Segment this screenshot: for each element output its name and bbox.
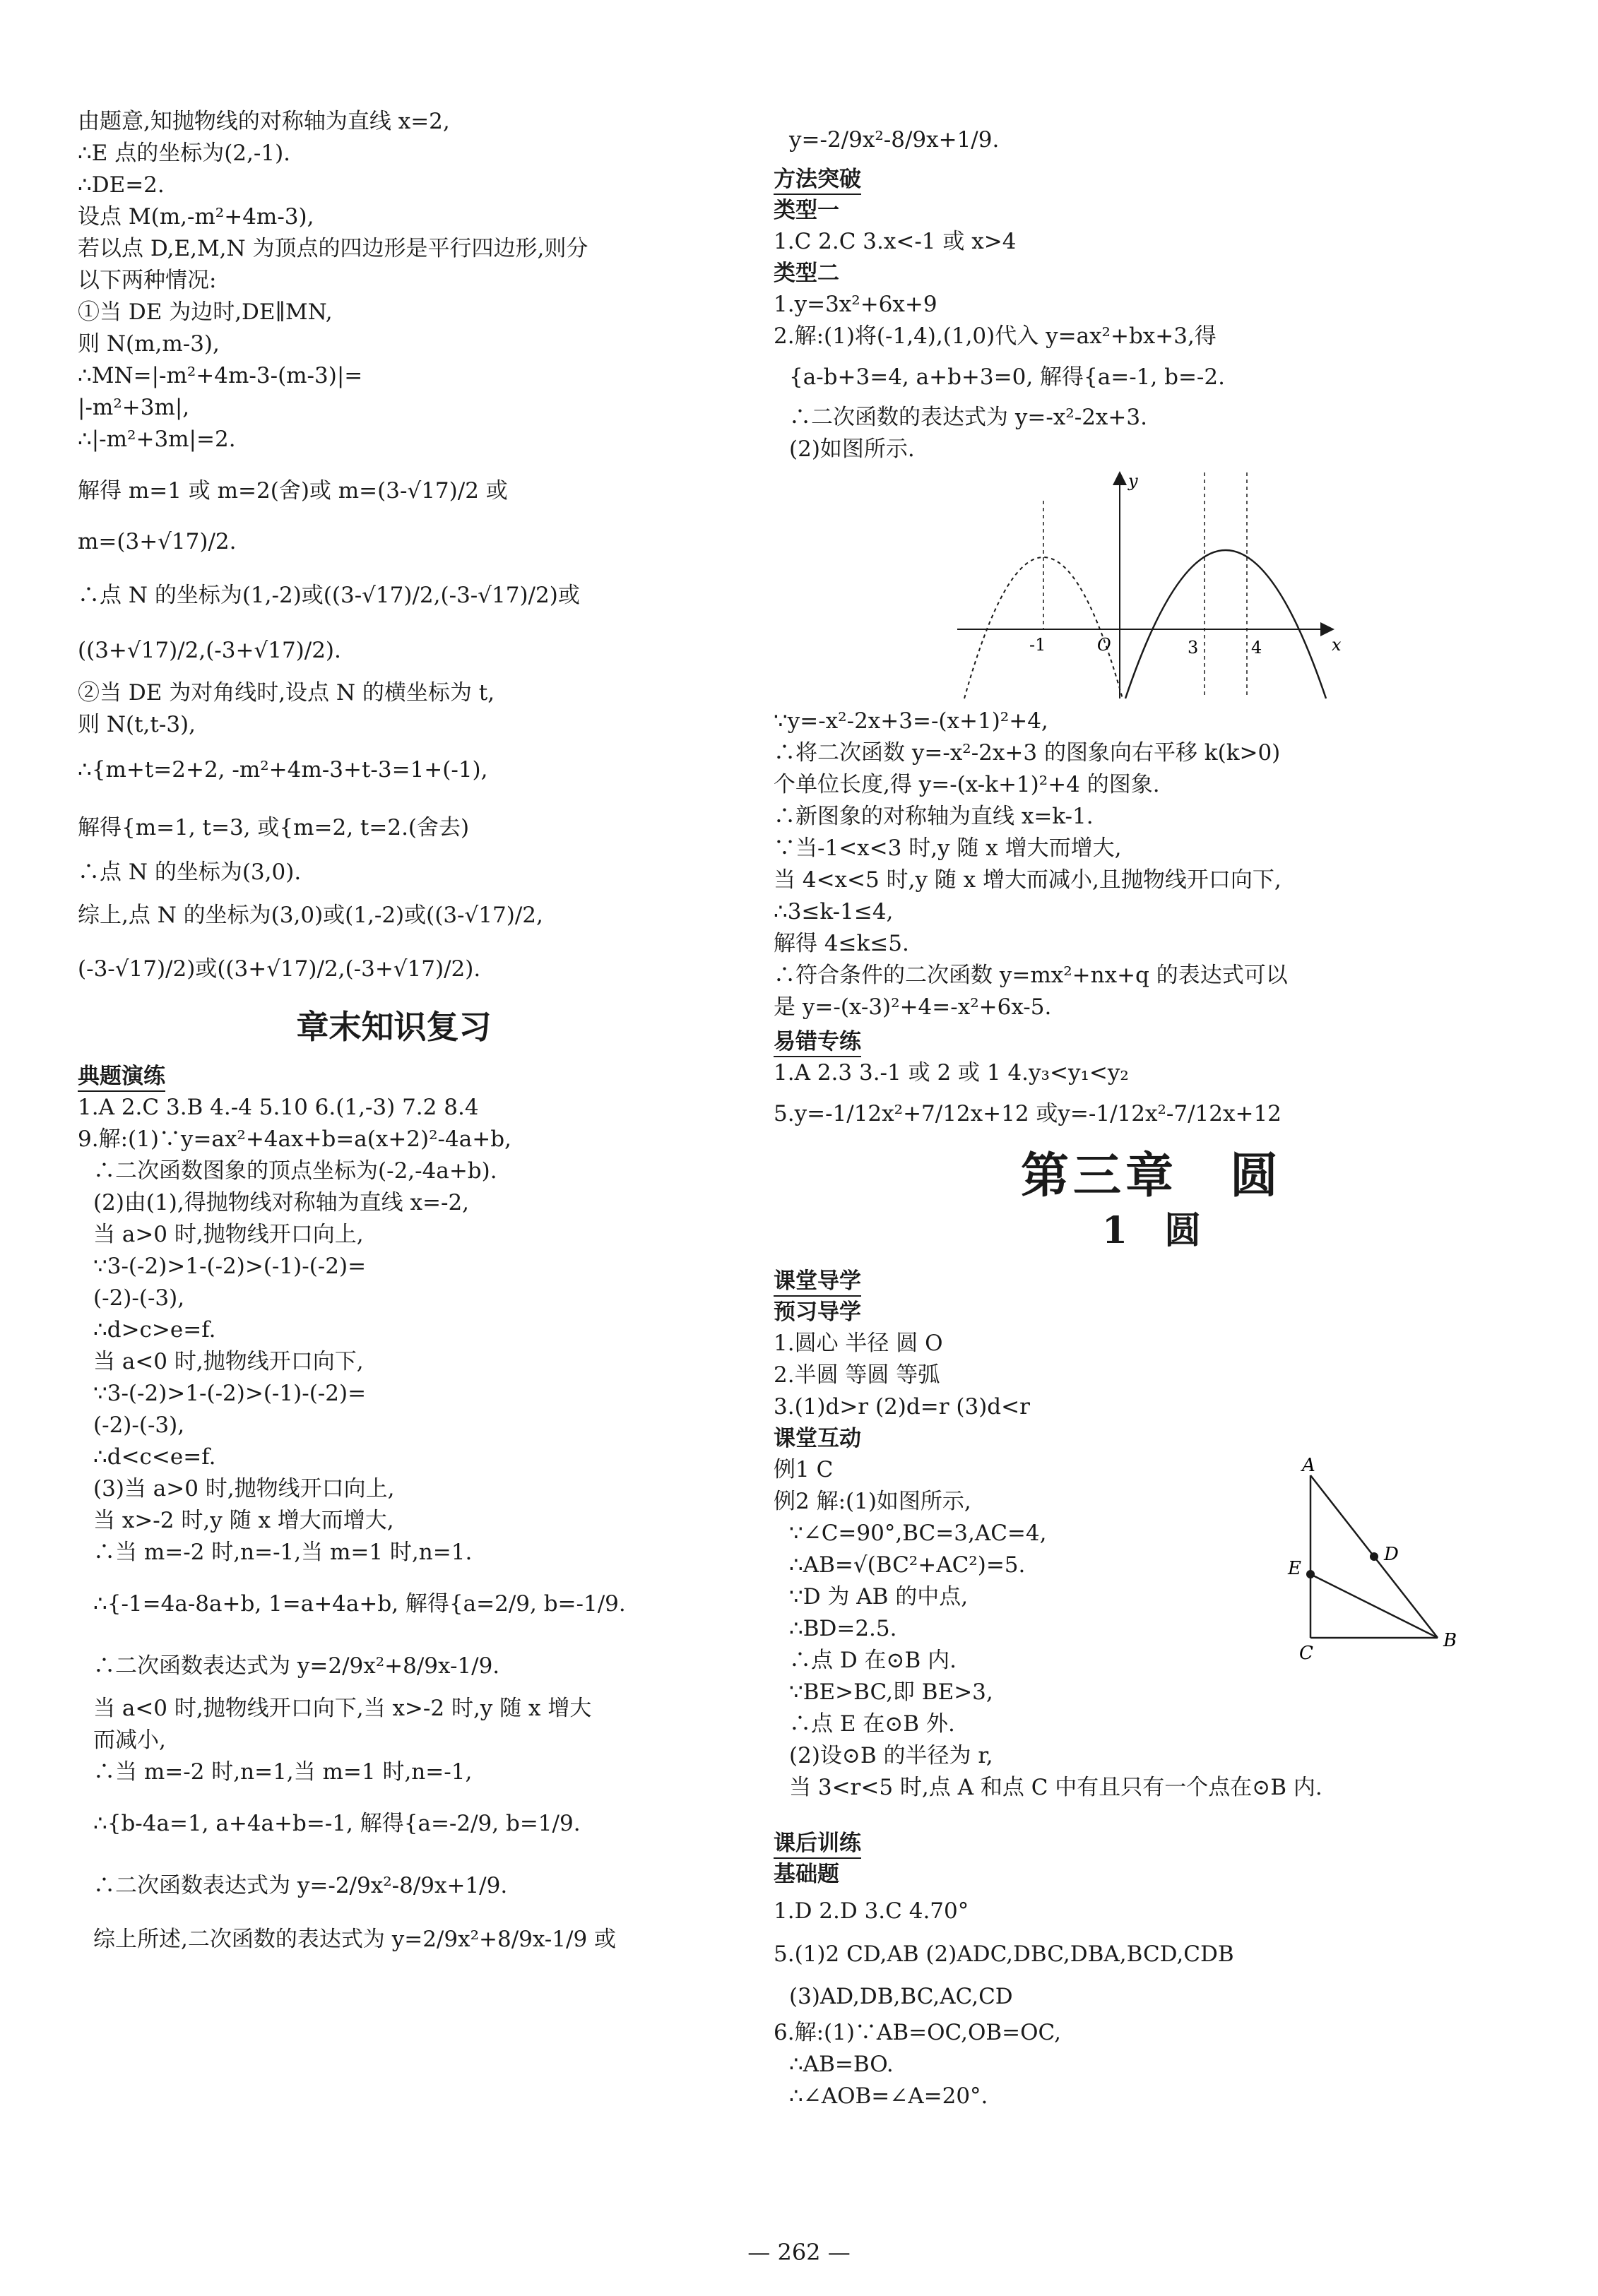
text-line: 2.解:(1)将(-1,4),(1,0)代入 y=ax²+bx+3,得 (774, 323, 1217, 349)
text-line: ∴新图象的对称轴为直线 x=k-1. (774, 804, 1094, 829)
tick-label-minus1: -1 (1029, 635, 1046, 655)
answer-line: 3.(1)d>r (2)d=r (3)d<r (774, 1394, 1030, 1420)
text-line: ∵当-1<x<3 时,y 随 x 增大而增大, (774, 835, 1122, 861)
text-line: 当 4<x<5 时,y 随 x 增大而减小,且抛物线开口向下, (774, 867, 1282, 893)
segment-eb (1310, 1574, 1438, 1638)
page-number: — 262 — (747, 2239, 851, 2266)
text-line: ∵y=-x²-2x+3=-(x+1)²+4, (774, 708, 1048, 734)
text-line: ∴二次函数的表达式为 y=-x²-2x+3. (789, 405, 1147, 430)
text-line: 当 x>-2 时,y 随 x 增大而增大, (93, 1508, 394, 1533)
text-line: (-2)-(-3), (93, 1412, 185, 1438)
example-block (774, 1454, 1529, 1804)
text-line: ∴{b-4a=1, a+4a+b=-1, 解得{a=-2/9, b=1/9. (93, 1811, 581, 1836)
label-d: D (1384, 1544, 1399, 1565)
text-line: ∴BD=2.5. (789, 1616, 897, 1641)
text-line: (-3-√17)/2)或((3+√17)/2,(-3+√17)/2). (78, 956, 481, 982)
text-line: ∴E 点的坐标为(2,-1). (78, 141, 291, 166)
text-line: ∴|-m²+3m|=2. (78, 427, 236, 452)
text-line: ∴∠AOB=∠A=20°. (789, 2083, 988, 2109)
text-line: ∴{-1=4a-8a+b, 1=a+4a+b, 解得{a=2/9, b=-1/9. (93, 1591, 626, 1617)
parabola-graph (950, 465, 1346, 706)
section-header-after-class: 课后训练 (774, 1829, 861, 1859)
label-e: E (1288, 1558, 1301, 1579)
text-line: (-2)-(-3), (93, 1285, 185, 1311)
text-line: ∴点 E 在⊙B 外. (789, 1711, 955, 1737)
section-header-class-guide: 课堂导学 (774, 1267, 861, 1297)
text-line: 以下两种情况: (78, 268, 217, 293)
text-line: ∵3-(-2)>1-(-2)>(-1)-(-2)= (93, 1381, 367, 1406)
answer-line: 1.D 2.D 3.C 4.70° (774, 1898, 969, 1924)
text-line: ∴二次函数表达式为 y=2/9x²+8/9x-1/9. (93, 1653, 500, 1679)
text-line: ∴AB=√(BC²+AC²)=5. (789, 1552, 1026, 1578)
text-line: 当 a<0 时,抛物线开口向下,当 x>-2 时,y 随 x 增大 (93, 1696, 592, 1721)
answer-line: 5.y=-1/12x²+7/12x+12 或y=-1/12x²-7/12x+12 (774, 1101, 1282, 1126)
text-line: ((3+√17)/2,(-3+√17)/2). (78, 638, 341, 663)
text-line: ∴d>c>e=f. (93, 1317, 216, 1343)
text-line: ∴点 N 的坐标为(3,0). (78, 859, 302, 885)
y-axis-label: y (1128, 471, 1138, 491)
right-column (774, 119, 1529, 2112)
text-line: ∴{m+t=2+2, -m²+4m-3+t-3=1+(-1), (78, 757, 488, 783)
text-line: |-m²+3m|, (78, 395, 190, 420)
text-line: ∴点 N 的坐标为(1,-2)或((3-√17)/2,(-3-√17)/2)或 (78, 583, 580, 608)
answer-line: 1.C 2.C 3.x<-1 或 x>4 (774, 229, 1017, 254)
text-line: 9.解:(1)∵y=ax²+4ax+b=a(x+2)²-4a+b, (78, 1126, 511, 1152)
text-line: {a-b+3=4, a+b+3=0, 解得{a=-1, b=-2. (789, 364, 1225, 390)
text-line: ∴3≤k-1≤4, (774, 899, 894, 924)
text-line: 解得 m=1 或 m=2(舍)或 m=(3-√17)/2 或 (78, 478, 508, 504)
text-line: 当 a>0 时,抛物线开口向上, (93, 1222, 364, 1247)
text-line: ∴d<c<e=f. (93, 1444, 216, 1470)
subheader-interact: 课堂互动 (774, 1426, 861, 1451)
section-title: 1 圆 (1101, 1209, 1202, 1252)
text-line: ∵BE>BC,即 BE>3, (789, 1679, 993, 1705)
answer-line: 1.A 2.C 3.B 4.-4 5.10 6.(1,-3) 7.2 8.4 (78, 1095, 479, 1120)
answer-line: 1.圆心 半径 圆 O (774, 1331, 943, 1356)
text-line: (2)如图所示. (789, 436, 915, 462)
text-line: 例2 解:(1)如图所示, (774, 1489, 971, 1514)
subheader-type1: 类型一 (774, 198, 839, 223)
text-line: 是 y=-(x-3)²+4=-x²+6x-5. (774, 994, 1052, 1020)
text-line: 由题意,知抛物线的对称轴为直线 x=2, (78, 109, 450, 134)
text-line: 若以点 D,E,M,N 为顶点的四边形是平行四边形,则分 (78, 236, 588, 261)
text-line: 个单位长度,得 y=-(x-k+1)²+4 的图象. (774, 772, 1160, 797)
text-line: 解得 4≤k≤5. (774, 931, 909, 956)
text-line: 综上,点 N 的坐标为(3,0)或(1,-2)或((3-√17)/2, (78, 903, 543, 928)
text-line: ∴DE=2. (78, 172, 165, 198)
subheader-basic: 基础题 (774, 1862, 839, 1887)
label-c: C (1299, 1643, 1313, 1664)
text-line: ∴AB=BO. (789, 2052, 894, 2077)
section-header-method: 方法突破 (774, 165, 861, 195)
text-line: (3)当 a>0 时,抛物线开口向上, (93, 1476, 395, 1501)
text-line: ∴二次函数图象的顶点坐标为(-2,-4a+b). (93, 1158, 497, 1184)
text-line: ∴符合条件的二次函数 y=mx²+nx+q 的表达式可以 (774, 963, 1288, 988)
text-line: m=(3+√17)/2. (78, 529, 237, 554)
text-line: 设点 M(m,-m²+4m-3), (78, 204, 314, 230)
answer-line: 1.A 2.3 3.-1 或 2 或 1 4.y₃<y₁<y₂ (774, 1060, 1129, 1085)
text-line: 综上所述,二次函数的表达式为 y=2/9x²+8/9x-1/9 或 (93, 1927, 617, 1952)
text-line: 1.y=3x²+6x+9 (774, 292, 937, 317)
tick-label-4: 4 (1251, 638, 1262, 658)
text-line: 例1 C (774, 1457, 834, 1482)
section-header-error: 易错专练 (774, 1028, 861, 1057)
label-a: A (1302, 1455, 1315, 1476)
triangle-figure (1240, 1454, 1494, 1673)
left-column (78, 106, 710, 1966)
answer-line: 5.(1)2 CD,AB (2)ADC,DBC,DBA,BCD,CDB (774, 1941, 1234, 1967)
text-line: ∴将二次函数 y=-x²-2x+3 的图象向右平移 k(k>0) (774, 740, 1281, 766)
answer-line: 2.半圆 等圆 等弧 (774, 1362, 940, 1388)
x-axis-label: x (1332, 635, 1342, 655)
chapter-title: 第三章 圆 (1020, 1148, 1282, 1204)
text-line: ∴MN=|-m²+4m-3-(m-3)|= (78, 363, 363, 388)
text-line: 6.解:(1)∵AB=OC,OB=OC, (774, 2020, 1062, 2045)
subheader-preview: 预习导学 (774, 1299, 861, 1325)
text-line: ①当 DE 为边时,DE∥MN, (78, 299, 333, 325)
section-header-typical: 典题演练 (78, 1062, 165, 1092)
shifted-parabola (1125, 550, 1326, 698)
text-line: y=-2/9x²-8/9x+1/9. (789, 127, 1000, 153)
subheader-type2: 类型二 (774, 261, 839, 286)
text-line: 而减小, (93, 1727, 166, 1753)
origin-label: O (1097, 635, 1111, 655)
point-d (1370, 1552, 1378, 1561)
text-line: 当 a<0 时,抛物线开口向下, (93, 1349, 364, 1374)
text-line: 则 N(m,m-3), (78, 331, 220, 357)
tick-label-3: 3 (1188, 638, 1199, 658)
text-line: ∵∠C=90°,BC=3,AC=4, (789, 1521, 1047, 1546)
text-line: (2)设⊙B 的半径为 r, (789, 1743, 993, 1768)
text-line: 则 N(t,t-3), (78, 712, 196, 737)
text-line: (2)由(1),得抛物线对称轴为直线 x=-2, (93, 1190, 470, 1215)
text-line: 解得{m=1, t=3, 或{m=2, t=2.(舍去) (78, 815, 470, 840)
label-b: B (1443, 1630, 1457, 1651)
text-line: 当 3<r<5 时,点 A 和点 C 中有且只有一个点在⊙B 内. (789, 1775, 1322, 1800)
text-line: ∴点 D 在⊙B 内. (789, 1648, 957, 1673)
text-line: ∵3-(-2)>1-(-2)>(-1)-(-2)= (93, 1254, 367, 1279)
section-title-chapter-review: 章末知识复习 (296, 1008, 492, 1046)
point-e (1306, 1570, 1315, 1578)
answer-line: (3)AD,DB,BC,AC,CD (789, 1984, 1013, 2009)
text-line: ∴当 m=-2 时,n=-1,当 m=1 时,n=1. (93, 1540, 473, 1565)
text-line: ∴二次函数表达式为 y=-2/9x²-8/9x+1/9. (93, 1873, 508, 1898)
text-line: ∵D 为 AB 的中点, (789, 1584, 969, 1610)
text-line: ②当 DE 为对角线时,设点 N 的横坐标为 t, (78, 680, 495, 706)
text-line: ∴当 m=-2 时,n=1,当 m=1 时,n=-1, (93, 1759, 473, 1785)
